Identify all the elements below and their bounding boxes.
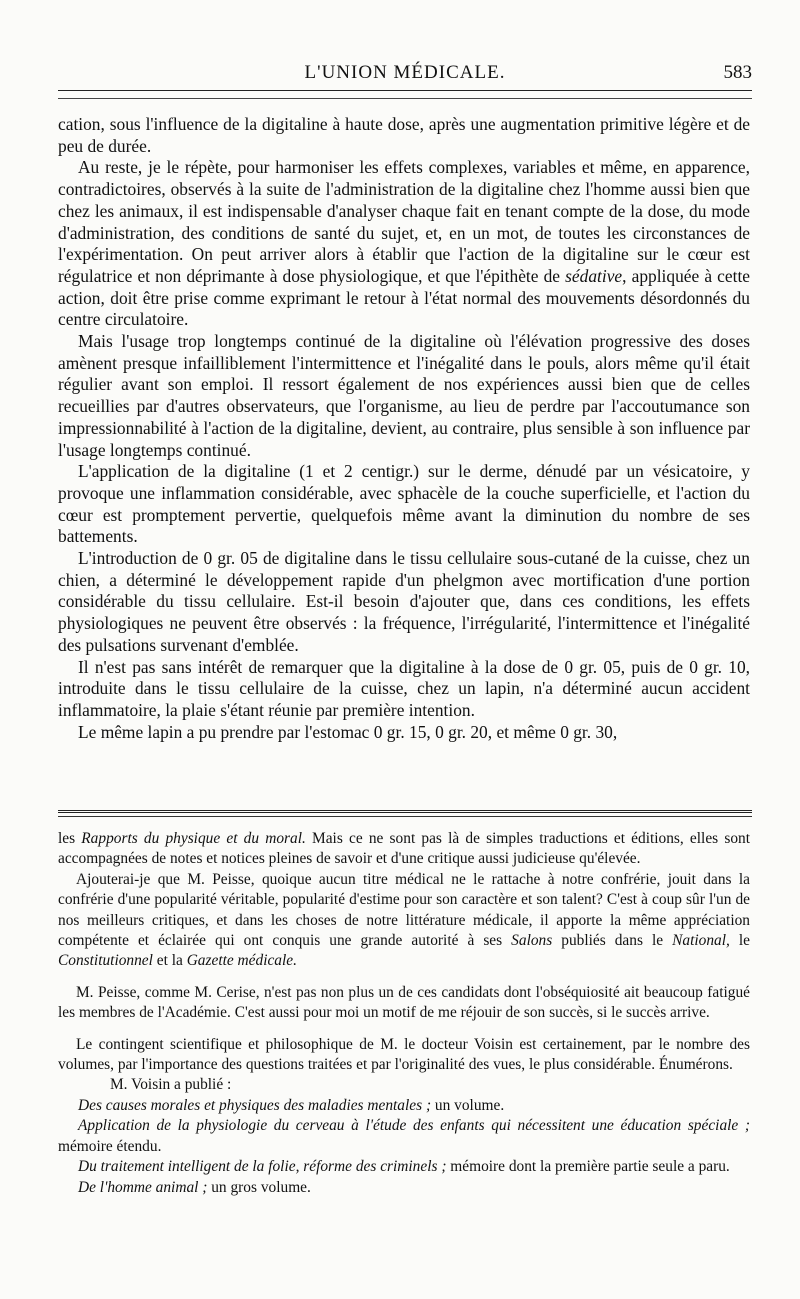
running-header xyxy=(58,60,752,86)
list-item: Des causes morales et physiques des maladies mentales ; un volume. xyxy=(78,1096,505,1114)
feuilleton-text xyxy=(58,829,750,1198)
paragraph: cation, sous l'influence de la digitaline à haute dose, après une augmentation primitive légère et de peu de durée. xyxy=(58,114,750,156)
list-heading: M. Voisin a publié : xyxy=(110,1076,232,1094)
publication-title: Salons xyxy=(511,932,553,950)
publication-title: Constitutionnel xyxy=(58,952,153,970)
emphasis: sédative xyxy=(565,265,623,286)
paragraph: Le même lapin a pu prendre par l'estomac 0 gr. 15, 0 gr. 20, et même 0 gr. 30, xyxy=(78,721,618,742)
journal-title: L'UNION MÉDICALE. xyxy=(304,62,506,83)
paragraph: Il n'est pas sans intérêt de remarquer que la digitaline à la dose de 0 gr. 05, puis de 0 gr. 10, introduite dans le tissu cellulaire de la cuisse, chez un lapin, n'a déterminé aucun accident inflammatoire, la plaie s'étant réunie par première intention. xyxy=(58,656,750,720)
section-divider xyxy=(58,810,752,813)
paragraph: Au reste, je le répète, pour harmoniser les effets complexes, variables et même, en apparence, contradictoires, observés à la suite de l'administration de la digitaline chez l'homme aussi bien que chez les animaux, il est indispensable d'analyser chaque fait en tenant compte de la dose, du mode d'administration, des conditions de santé du sujet, et, en un mot, de toutes les circonstances de l'expérimentation. On peut arriver alors à établir que l'action de la digitaline sur le cœur est régulatrice et non déprimante à dose physiologique, et que l'épithète de sédative, appliquée à cette action, doit être prise comme exprimant le retour à l'état normal des mouvements désordonnés du centre circulatoire. xyxy=(58,157,751,330)
list-item: Du traitement intelligent de la folie, réforme des criminels ; mémoire dont la première partie seule a paru. xyxy=(78,1158,730,1176)
publication-title: National, xyxy=(672,932,730,950)
list-item: Application de la physiologie du cerveau à l'étude des enfants qui nécessitent une éducation spéciale ; mémoire étendu. xyxy=(58,1117,750,1155)
publication-title: Gazette médicale. xyxy=(186,952,297,970)
paragraph: L'application de la digitaline (1 et 2 centigr.) sur le derme, dénudé par un vésicatoire, y provoque une inflammation considérable, avec sphacèle de la couche superficielle, et l'action du cœur est promptement pervertie, quelquefois même avant la diminution du nombre de ses battements. xyxy=(58,461,750,547)
paragraph: Mais l'usage trop longtemps continué de la digitaline où l'élévation progressive des doses amènent presque infailliblement l'intermittence et l'inégalité dans le pouls, alors même qu'il était régulier avant son emploi. Il ressort également de nos expériences aussi bien que de celles recueillies par d'autres observateurs, que l'organisme, au lieu de perdre par l'accoutumance son impressionnabilité à l'action de la digitaline, devient, au contraire, plus sensible à son influence par l'usage longtemps continué. xyxy=(58,331,750,460)
main-article-text xyxy=(58,114,750,743)
paragraph: L'introduction de 0 gr. 05 de digitaline dans le tissu cellulaire sous-cutané de la cuisse, chez un chien, a déterminé le développement rapide d'un phelgmon avec mortification d'une portion considérable du tissu cellulaire. Est-il besoin d'ajouter que, dans ces conditions, les effets physiologiques ne peuvent être observés : la fréquence, l'irrégularité, l'intermittence et l'inégalité des pulsations survenant d'emblée. xyxy=(58,548,750,655)
header-rule xyxy=(58,90,752,91)
page-number: 583 xyxy=(723,62,752,83)
header-rule-thin xyxy=(58,98,752,99)
list-item: De l'homme animal ; un gros volume. xyxy=(78,1178,311,1196)
paragraph: Le contingent scientifique et philosophique de M. le docteur Voisin est certainement, par le nombre des volumes, par l'importance des questions traitées et par l'originalité des vues, le plus considérable. Énumérons. xyxy=(58,1035,750,1074)
book-title: Rapports du physique et du moral. xyxy=(81,830,306,847)
paragraph: les Rapports du physique et du moral. Mais ce ne sont pas là de simples traductions et éditions, elles sont accompagnées de notes et notices pleines de savoir et d'une critique aussi judicieuse qu'élevée. xyxy=(58,830,750,868)
paragraph: M. Peisse, comme M. Cerise, n'est pas non plus un de ces candidats dont l'obséquiosité ait beaucoup fatigué les membres de l'Académie. C'est aussi pour moi un motif de me réjouir de son succès, si le succès arrive. xyxy=(58,983,750,1022)
paragraph: Ajouterai-je que M. Peisse, quoique aucun titre médical ne le rattache à notre confrérie, jouit dans la confrérie d'une popularité véritable, popularité d'estime pour son caractère et son talent? C'est à coup sûr l'un de nos meilleurs critiques, et dans les choses de notre littérature médicale, il apporte la même appréciation compétente et éclairée qui ont conquis une grande autorité à ses Salons publiés dans le National, le Constitutionnel et la Gazette médicale. xyxy=(58,870,750,970)
section-divider-thin xyxy=(58,816,752,817)
